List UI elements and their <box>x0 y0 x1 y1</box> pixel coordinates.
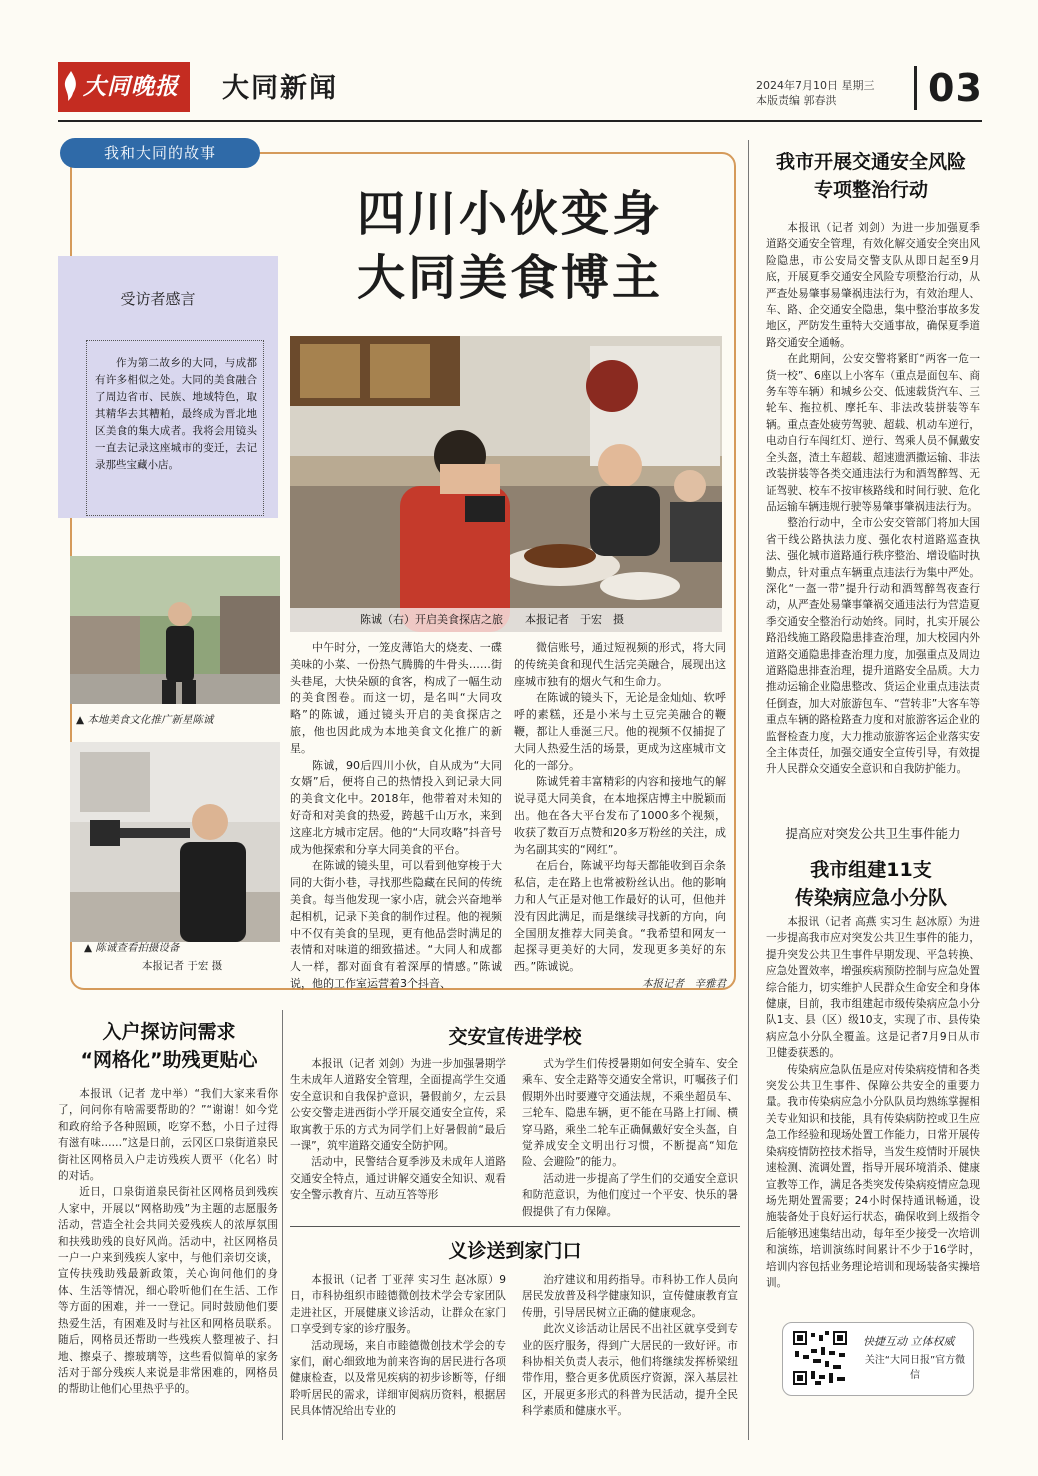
portrait-caption: ▲ 本地美食文化推广新星陈诚 <box>76 714 214 726</box>
article-divider <box>290 1226 740 1227</box>
free-clinic-headline: 义诊送到家门口 <box>448 1240 582 1262</box>
wechat-promo[interactable] <box>782 1322 974 1396</box>
epidemic-headline <box>760 856 982 912</box>
feature-column-1 <box>290 640 502 993</box>
free-clinic-column-2 <box>522 1272 738 1420</box>
traffic-safety-article <box>766 220 980 778</box>
paragraph: 传染病应急队伍是应对传染病疫情和各类突发公共卫生事件、保障公共安全的重要力量。我市传染病应急小分队队员均熟练掌握相关专业知识和技能，具有传染病防控或卫生应急工作经验和现场处置工作能力，日常开展传染病疫情防控技术指导，当发生疫情时开展快速检测、流调处置，指导开展环境消杀、健康宣教等工作，满足各类突发传染病疫情应急现场先期处置需要；24小时保持通讯畅通，设施装备处于良好运行状态，确保收到上级指令后能够迅速集结出动，每年至少接受一次培训和演练，培训演练时间累计不少于16学时，培训内容包括业务理论培训和现场装备实操培训。 <box>766 1063 980 1289</box>
logo-text: 大同晚报 <box>83 73 179 100</box>
paragraph: 微信账号，通过短视频的形式，将大同的传统美食和现代生活完美融合，展现出这座城市独有的烟火气和生命力。 <box>514 641 726 688</box>
paragraph: 陈诚，90后四川小伙，自从成为“大同女婿”后，便将自己的热情投入到记录大同的美食文化中。2018年，他带着对未知的好奇和对美食的热爱，跨越千山万水，来到这座北方城市定居。他的“大同攻略”抖音号成为他探索和分享大同美食的平台。 <box>290 758 502 856</box>
paragraph: 在陈诚的镜头下，无论是金灿灿、软呼呼的素糕，还是小米与土豆完美融合的鞭鞭，都让人垂涎三尺。他的视频不仅捕捉了大同人热爱生活的场景，更成为这座城市文化的一部分。 <box>514 691 726 772</box>
divider <box>914 66 917 110</box>
equipment-photo <box>70 742 280 942</box>
paragraph: 治疗建议和用药指导。市科协工作人员向居民发放普及科学健康知识，宣传健康教育宣传册，引导居民树立正确的健康观念。 <box>522 1274 738 1319</box>
disability-visit-article <box>58 1086 278 1398</box>
headline-line2: 大同美食博主 <box>356 250 663 306</box>
portrait-photo <box>70 556 280 704</box>
school-safety-headline: 交安宣传进学校 <box>448 1026 582 1048</box>
paragraph: 整治行动中，全市公安交管部门将加大国省干线公路执法力度、强化农村道路巡查执法、强化城市道路通行秩序整治、增设临时执勤点，针对重点车辆重点违法行为集中严处。深化“一盔一带”提升行动和酒驾醉驾夜查行动，从严查处易肇事肇祸交通违法行为营造夏季交通安全整治行动始终。同时，扎实开展公路沿线施工路段隐患排查治理，加大校园内外道路交通隐患排查治理力度，加强重点及周边道路隐患排查治理，提升道路安全品质。大力推动运输企业隐患整改、货运企业重点违法责任倒查，加大对旅游包车、“营转非”大客车等重点车辆的路检路查力度和对旅游客运企业的监督检查力度，大力推动旅游客运企业落实安全主体责任，加强交通安全宣传引导，有效提升人民群众交通安全意识和自我防护能力。 <box>766 517 980 776</box>
column-rule <box>748 140 749 1440</box>
paragraph: 中午时分，一笼皮薄馅大的烧麦、一碟美味的小菜、一份热气腾腾的牛骨头……街头巷尾，大快朵颐的食客，构成了一幅生动的美食图卷。而这一切，是名叫“大同攻略”的陈诚，通过镜头开启的美食探店之旅，他也因此成为本地美食文化推广的新星。 <box>290 641 502 755</box>
paragraph: 陈诚凭着丰富精彩的内容和接地气的解说寻觅大同美食，在本地探店博主中脱颖而出。他在各大平台发布了1000多个视频，收获了数百万点赞和20多万粉丝的关注，成为名副其实的“网红”。 <box>514 775 726 856</box>
paragraph: 在后台，陈诚平均每天都能收到百余条私信，走在路上也常被粉丝认出。他的影响力和人气正是对他工作最好的认可，但他并没有因此满足，而是继续寻找新的方向，向全国朋友推荐大同美食。“我希望和网友一起探寻更美好的大同，发现更多美好的东西。”陈诚说。 <box>514 859 726 974</box>
paragraph: 在陈诚的镜头里，可以看到他穿梭于大同的大街小巷，寻找那些隐藏在民间的传统美食。每当他发现一家小店，就会兴奋地举起相机，记录下美食的制作过程。他的视频中不仅有美食的呈现，更有他品尝时满足的表情和对味道的细致描述。“大同人和成都人一样，都对面食有着深厚的情感。”陈诚说，他的工作室运营着3个抖音、 <box>290 859 502 990</box>
paragraph: 本报讯（记者 刘剑）为进一步加强夏季道路交通安全管理，有效化解交通安全突出风险隐患，市公安局交警支队从即日起至9月底，开展夏季交通安全风险专项整治行动，从严查处易肇事易肇祸违法行为，有效治理人、车、路、企交通安全隐患，集中整治事故多发地区，严防发生重特大交通事故，确保夏季道路交通安全通畅。 <box>766 222 980 349</box>
promo-text: 关注“大同日报”官方微信 <box>864 1355 966 1381</box>
page-editor: 本版责编 郭春洪 <box>756 94 837 107</box>
header-rule <box>58 120 982 122</box>
paragraph: 在此期间，公安交警将紧盯“两客一危一货一校”、6座以上小客车（重点是面包车、商务车等车辆）和城乡公交、低速载货汽车、三轮车、拖拉机、摩托车、非法改装拼装等车辆。重点查处疲劳驾驶、超载、机动车逆行，电动自行车闯红灯、逆行、驾乘人员不佩戴安全头盔，渣土车超载、超速遗洒撒运输、非法改装拼装等各类交通违法行为和酒驾醉驾、无证驾驶、校车不按审核路线和时间行驶、危化品运输车辆违规行驶等易肇事肇祸违法行为。 <box>766 353 980 513</box>
paragraph: 此次义诊活动让居民不出社区就享受到专业的医疗服务，得到广大居民的一致好评。市科协相关负责人表示，他们将继续发挥桥梁纽带作用，整合更多优质医疗资源，深入基层社区，开展更多形式的科普为民活动，提升全民科学素质和健康水平。 <box>522 1323 738 1418</box>
issue-date: 2024年7月10日 星期三 <box>756 79 875 92</box>
headline-line1: 我市组建11支 <box>810 859 932 881</box>
paragraph: 活动中，民警结合夏季涉及未成年人道路交通安全特点，通过讲解交通安全知识、观看安全警示教育片、互动互答等形 <box>290 1156 506 1202</box>
quote-box-text <box>86 340 264 516</box>
headline-line1: 入户探访问需求 <box>102 1021 236 1043</box>
column-tag: 我和大同的故事 <box>60 138 260 168</box>
issue-info <box>756 78 875 108</box>
main-photo-caption: 陈诚（右）开启美食探店之旅 本报记者 于宏 摄 <box>290 608 722 632</box>
headline-line2: “网格化”助残更贴心 <box>80 1049 258 1071</box>
page-number: 03 <box>928 66 983 110</box>
headline-line2: 专项整治行动 <box>813 179 928 201</box>
paragraph: 活动进一步提高了学生们的交通安全意识和防范意识，为他们度过一个平安、快乐的暑假提供了有力保障。 <box>522 1172 738 1218</box>
feature-headline <box>290 182 730 310</box>
promo-slogan: 快捷互动 立体权威 <box>863 1335 955 1348</box>
camera-check-image <box>70 742 280 942</box>
paragraph: 本报讯（记者 高燕 实习生 赵冰原）为进一步提高我市应对突发公共卫生事件的能力，提升突发公共卫生事件早期发现、平急转换、应急处置效率，增强疾病预防控制与应急处置综合能力，切实维护人民群众生命安全和身体健康，目前，我市组建起市级传染病应急小分队1支、县（区）级10支，实现了市、县传染病应急小分队全覆盖。这是记者7月9日从市卫健委获悉的。 <box>766 916 980 1060</box>
street-portrait-image <box>70 556 280 704</box>
paragraph: 式为学生们传授暑期如何安全骑车、安全乘车、安全走路等交通安全常识，叮嘱孩子们假期外出时要遵守交通法规，不乘坐超员车、三轮车、隐患车辆，更不能在马路上打闹、横穿马路，乘坐二轮车正确佩戴好安全头盔，自觉养成安全文明出行习惯，不断提高“知危险、会避险”的能力。 <box>522 1058 738 1169</box>
newspaper-logo <box>58 62 190 112</box>
main-photo <box>290 336 722 632</box>
school-safety-column-2 <box>522 1056 738 1220</box>
epidemic-kicker: 提高应对突发公共卫生事件能力 <box>785 826 961 841</box>
paragraph: 活动现场，来自市睦德微创技术学会的专家们，耐心细致地为前来咨询的居民进行各项健康检查，以及常见疾病的初步诊断等，仔细聆听居民的需求，详细审阅病历资料，根据居民具体情况给出专业的 <box>290 1339 506 1418</box>
school-safety-column-1 <box>290 1056 506 1204</box>
headline-line2: 传染病应急小分队 <box>794 887 947 909</box>
paragraph: 本报讯（记者 刘剑）为进一步加强暑期学生未成年人道路安全管理，全面提高学生交通安全意识和自我保护意识，暑假前夕，左云县公安交警走进西街小学开展交通安全宣传，采取寓教于乐的方式为同学们上好暑假前“最后一课”，筑牢道路交通安全防护网。 <box>290 1058 506 1153</box>
flame-icon <box>64 71 78 101</box>
column-rule <box>282 1010 283 1440</box>
byline: 本报记者 辛雅君 <box>642 977 726 990</box>
disability-visit-headline <box>58 1018 280 1074</box>
feature-column-2 <box>514 640 726 993</box>
paragraph: 近日，口泉街道泉民街社区网格员到残疾人家中，开展以“网格助残”为主题的志愿服务活动，营造全社会共同关爱残疾人的浓厚氛围和扶残助残的良好风尚。活动中，社区网格员一户一户来到残疾人家中，与他们亲切交谈，宣传扶残助残最新政策，关心询问他们的身体、生活等情况，细心聆听他们在生活、工作等方面的困难，并一一登记。同时鼓励他们要热爱生活，有困难及时与社区和网格员联系。随后，网格员还帮助一些残疾人整理被子、扫地、擦桌子、擦玻璃等，这些看似简单的家务活对于部分残疾人来说是非常困难的，网格员的帮助让他们心里热乎乎的。 <box>58 1186 278 1396</box>
quote-text: 作为第二故乡的大同，与成都有许多相似之处。大同的美食融合了周边省市、民族、地域特色，取其精华去其糟粕，最终成为晋北地区美食的集大成者。我将会用镜头一直去记录这座城市的变迁，去记录那些宝藏小店。 <box>95 357 257 471</box>
paragraph: 本报讯（记者 龙中举）“我们大家来看你了，问问你有啥需要帮助的？”“谢谢！如今党和政府给予各种照顾，吃穿不愁，小日子过得有滋有味……”这是日前，云冈区口泉街道泉民街社区网格员入户走访残疾人贾平（化名）时的对话。 <box>58 1088 278 1183</box>
headline-line1: 我市开展交通安全风险 <box>775 151 966 173</box>
headline-line1: 四川小伙变身 <box>356 186 663 242</box>
section-title: 大同新闻 <box>222 73 338 104</box>
equipment-credit: 本报记者 于宏 摄 <box>142 960 223 972</box>
traffic-safety-headline <box>760 148 982 204</box>
epidemic-article <box>766 914 980 1291</box>
paragraph: 本报讯（记者 丁亚萍 实习生 赵冰原）9日，市科协组织市睦德微创技术学会专家团队走进社区，开展健康义诊活动，让群众在家门口享受到专家的诊疗服务。 <box>290 1274 506 1336</box>
quote-box-title: 受访者感言 <box>120 290 196 308</box>
equipment-caption: ▲ 陈诚查看拍摄设备 <box>84 942 180 954</box>
restaurant-scene-image <box>290 336 722 632</box>
qr-code-icon[interactable] <box>791 1329 849 1387</box>
free-clinic-column-1 <box>290 1272 506 1420</box>
